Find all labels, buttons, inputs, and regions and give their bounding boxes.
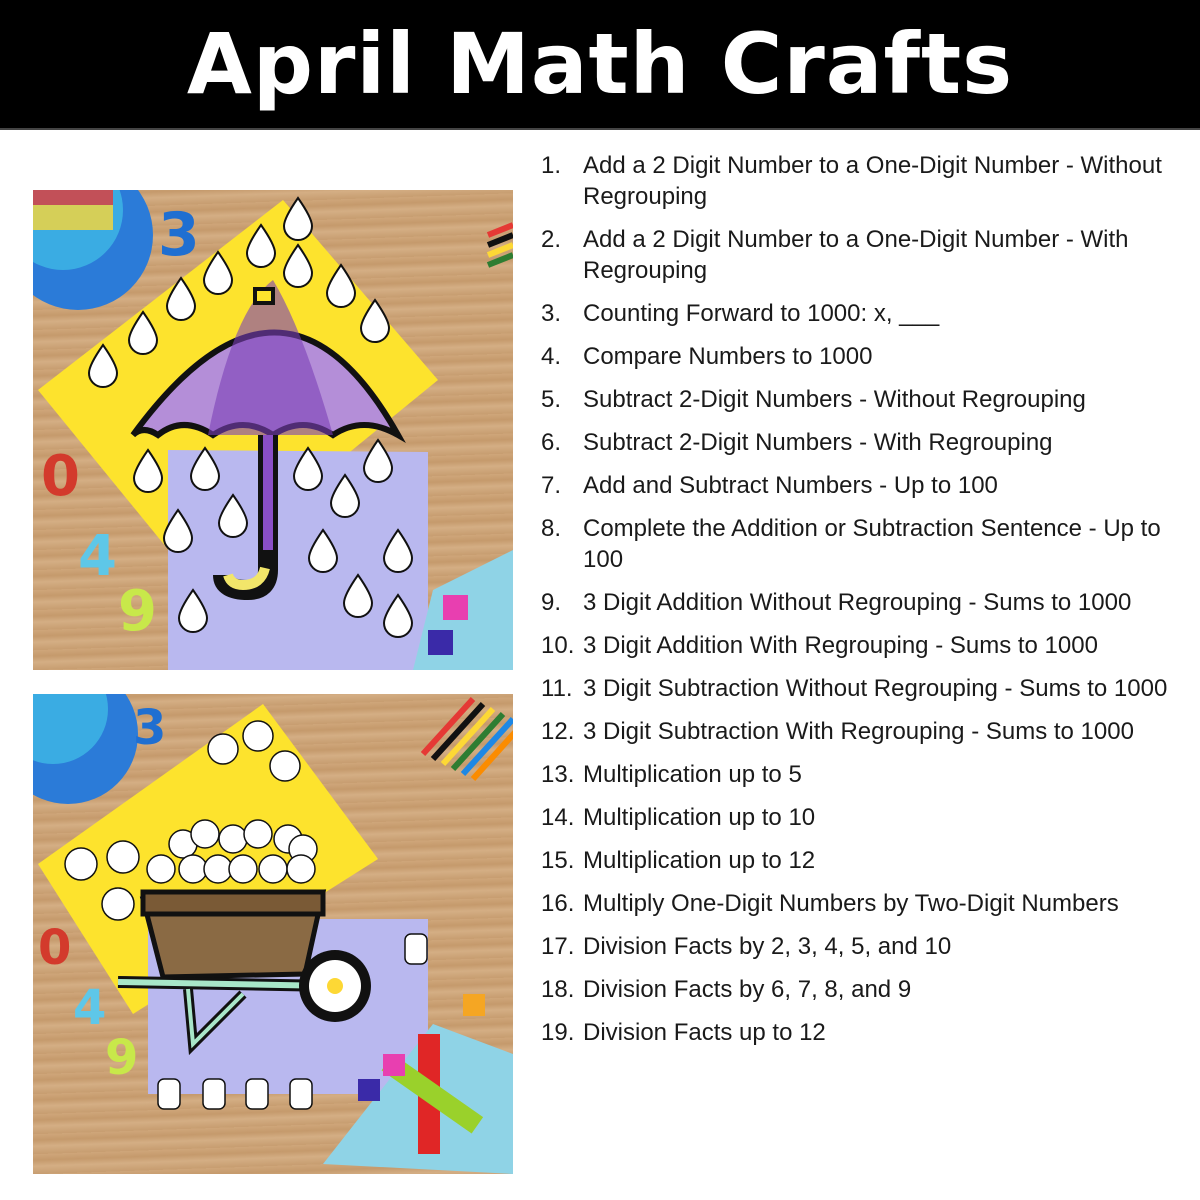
list-item: 12. 3 Digit Subtraction With Regrouping - Sums to 1000 bbox=[541, 718, 1134, 745]
list-item: 2. Add a 2 Digit Number to a One-Digit Number - With Regrouping bbox=[541, 226, 1129, 284]
umbrella-craft-photo bbox=[33, 190, 513, 670]
svg-text:3: 3 bbox=[158, 200, 200, 270]
svg-text:3: 3 bbox=[133, 700, 167, 756]
list-item: 1. Add a 2 Digit Number to a One-Digit Number - Without Regrouping bbox=[541, 152, 1162, 210]
list-item: 8. Complete the Addition or Subtraction Sentence - Up to 100 bbox=[541, 515, 1161, 573]
list-item: 5. Subtract 2-Digit Numbers - Without Regrouping bbox=[541, 386, 1086, 413]
list-item: 13. Multiplication up to 5 bbox=[541, 761, 802, 788]
svg-text:9: 9 bbox=[105, 1030, 139, 1086]
svg-text:4: 4 bbox=[73, 980, 107, 1036]
list-item: 6. Subtract 2-Digit Numbers - With Regrouping bbox=[541, 429, 1053, 456]
list-item: 11. 3 Digit Subtraction Without Regrouping - Sums to 1000 bbox=[541, 675, 1168, 702]
page-title: April Math Crafts bbox=[186, 15, 1014, 113]
list-item: 9. 3 Digit Addition Without Regrouping - Sums to 1000 bbox=[541, 589, 1132, 616]
svg-text:9: 9 bbox=[118, 579, 157, 644]
wheelbarrow-craft-photo bbox=[33, 694, 513, 1174]
list-item: 3. Counting Forward to 1000: x, ___ bbox=[541, 300, 940, 327]
svg-text:4: 4 bbox=[78, 524, 117, 589]
list-item: 4. Compare Numbers to 1000 bbox=[541, 343, 873, 370]
list-item: 10. 3 Digit Addition With Regrouping - Sums to 1000 bbox=[541, 632, 1098, 659]
list-item: 14. Multiplication up to 10 bbox=[541, 804, 816, 831]
list-item: 18. Division Facts by 6, 7, 8, and 9 bbox=[541, 976, 912, 1003]
svg-text:0: 0 bbox=[41, 444, 80, 509]
list-item: 16. Multiply One-Digit Numbers by Two-Digit Numbers bbox=[541, 890, 1119, 917]
list-item: 15. Multiplication up to 12 bbox=[541, 847, 816, 874]
svg-text:0: 0 bbox=[38, 920, 72, 976]
list-item: 17. Division Facts by 2, 3, 4, 5, and 10 bbox=[541, 933, 952, 960]
list-item: 19. Division Facts up to 12 bbox=[541, 1019, 826, 1046]
title-banner bbox=[0, 0, 1200, 130]
skills-list bbox=[541, 150, 1191, 1060]
list-item: 7. Add and Subtract Numbers - Up to 100 bbox=[541, 472, 998, 499]
